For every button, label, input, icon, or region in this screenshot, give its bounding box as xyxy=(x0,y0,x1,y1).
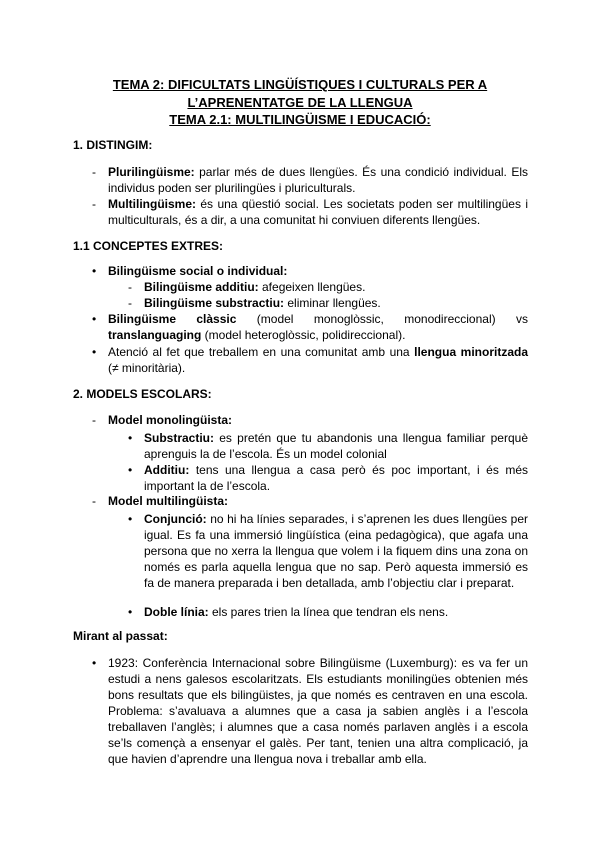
dash-marker: - xyxy=(92,494,96,508)
list-item-plurilinguisme xyxy=(108,164,528,196)
term: Substractiu: xyxy=(144,431,215,445)
term: Plurilingüisme: xyxy=(108,165,195,179)
definition: els pares trien la línea que tendran els nens. xyxy=(208,605,449,619)
definition: tens una llengua a casa però és poc important, i és més important la de l’escola. xyxy=(144,463,528,493)
page-title-line-3: TEMA 2.1: MULTILINGÜISME I EDUCACIÓ: xyxy=(169,112,431,127)
bullet-marker: • xyxy=(92,264,97,278)
term: Multilingüisme: xyxy=(108,197,196,211)
definition: no hi ha línies separades, i s’aprenen les dues llengües per igual. Es fa una immersió lingüística (eina pedagògica), que agafa una persona que no xerra la llengua que volem i la fiquem dins una zona on només es parla aquella lengua que no sap. Però aquesta immersió es fa de manera preparada i ben detallada, amb l’objectiu clar i preparat. xyxy=(144,512,528,590)
text: (model heteroglòssic, polidireccional). xyxy=(201,328,406,342)
section-heading-mirant-passat: Mirant al passat: xyxy=(73,629,168,643)
definition: afegeixen llengües. xyxy=(258,280,366,294)
sub-item-additiu-model xyxy=(144,462,528,494)
text: (model monoglòssic, monodireccional) vs xyxy=(236,312,528,326)
sub-item-substractiu xyxy=(144,295,528,311)
dash-marker: - xyxy=(128,296,132,310)
sub-item-conjuncio xyxy=(144,511,528,591)
sub-item-substractiu-model xyxy=(144,430,528,462)
list-item-bilinguisme-classic xyxy=(108,311,528,343)
term: Bilingüisme additiu: xyxy=(144,280,259,294)
term: translanguaging xyxy=(108,328,202,342)
definition: és una qüestió social. Les societats poden ser multilingües i multiculturals, és a dir, a una comunitat hi conviuen diferents llengües. xyxy=(108,197,528,227)
term: Bilingüisme substractiu: xyxy=(144,296,285,310)
text: Atenció al fet que treballem en una comunitat amb una xyxy=(108,345,415,359)
dash-marker: - xyxy=(92,413,96,427)
list-item-bilinguisme-social xyxy=(108,263,528,279)
bullet-marker: • xyxy=(92,345,97,359)
dash-marker: - xyxy=(92,197,96,211)
section-heading-conceptes: 1.1 CONCEPTES EXTRES: xyxy=(73,239,224,253)
definition: parlar més de dues llengües. És una condició individual. Els individus poden ser plurilingües i pluriculturals. xyxy=(108,165,528,195)
bullet-marker: • xyxy=(92,656,97,670)
dash-marker: - xyxy=(92,165,96,179)
term: Bilingüisme clàssic xyxy=(108,312,237,326)
definition: eliminar llengües. xyxy=(284,296,381,310)
text: (≠ minoritària). xyxy=(108,361,186,375)
sub-item-additiu xyxy=(144,279,528,295)
term: Conjunció: xyxy=(144,512,207,526)
term: llengua minoritzada xyxy=(414,345,528,359)
dash-marker: - xyxy=(128,280,132,294)
section-heading-models-escolars: 2. MODELS ESCOLARS: xyxy=(73,387,212,401)
list-item-llengua-minoritzada xyxy=(108,344,528,376)
section-heading-distingim: 1. DISTINGIM: xyxy=(73,138,153,152)
definition: es pretén que tu abandonis una llengua familiar perquè aprenguis la de l’escola. És un model colonial xyxy=(144,431,528,461)
list-item-model-multilinguista xyxy=(108,493,528,509)
bullet-marker: • xyxy=(92,312,97,326)
page-title-line-2: L’APRENENTATGE DE LA LLENGUA xyxy=(187,95,413,110)
term: Doble línia: xyxy=(144,605,209,619)
bullet-marker: • xyxy=(128,512,133,526)
term: Additiu: xyxy=(144,463,190,477)
bullet-marker: • xyxy=(128,431,133,445)
term: Model multilingüista: xyxy=(108,494,228,508)
list-item-1923-conference: 1923: Conferència Internacional sobre Bilingüisme (Luxemburg): es va fer un estudi a nens galesos escolaritzats. Els estudiants monilingües obtenien més bons resultats que els bilingüistes, ja que només es centraven en una escola. Problema: s’avaluava a alumnes que a casa ja sabien anglès i a l’escola treballaven l’anglès; i alumnes que a casa només parlaven anglès i a escola se’ls començà a ensenyar el galès. Per tant, tenien una altra complicació, ja que havien d’aprendre una llengua nova i treballar amb ella. xyxy=(108,656,528,766)
sub-item-doble-linia xyxy=(144,604,528,620)
list-item-multilinguisme xyxy=(108,196,528,228)
term: Model monolingüista: xyxy=(108,413,232,427)
bullet-marker: • xyxy=(128,605,133,619)
term: Bilingüisme social o individual: xyxy=(108,264,288,278)
bullet-marker: • xyxy=(128,463,133,477)
list-item-model-monolinguista xyxy=(108,412,528,428)
page-title-line-1: TEMA 2: DIFICULTATS LINGÜÍSTIQUES I CULTURALS PER A xyxy=(112,77,488,92)
